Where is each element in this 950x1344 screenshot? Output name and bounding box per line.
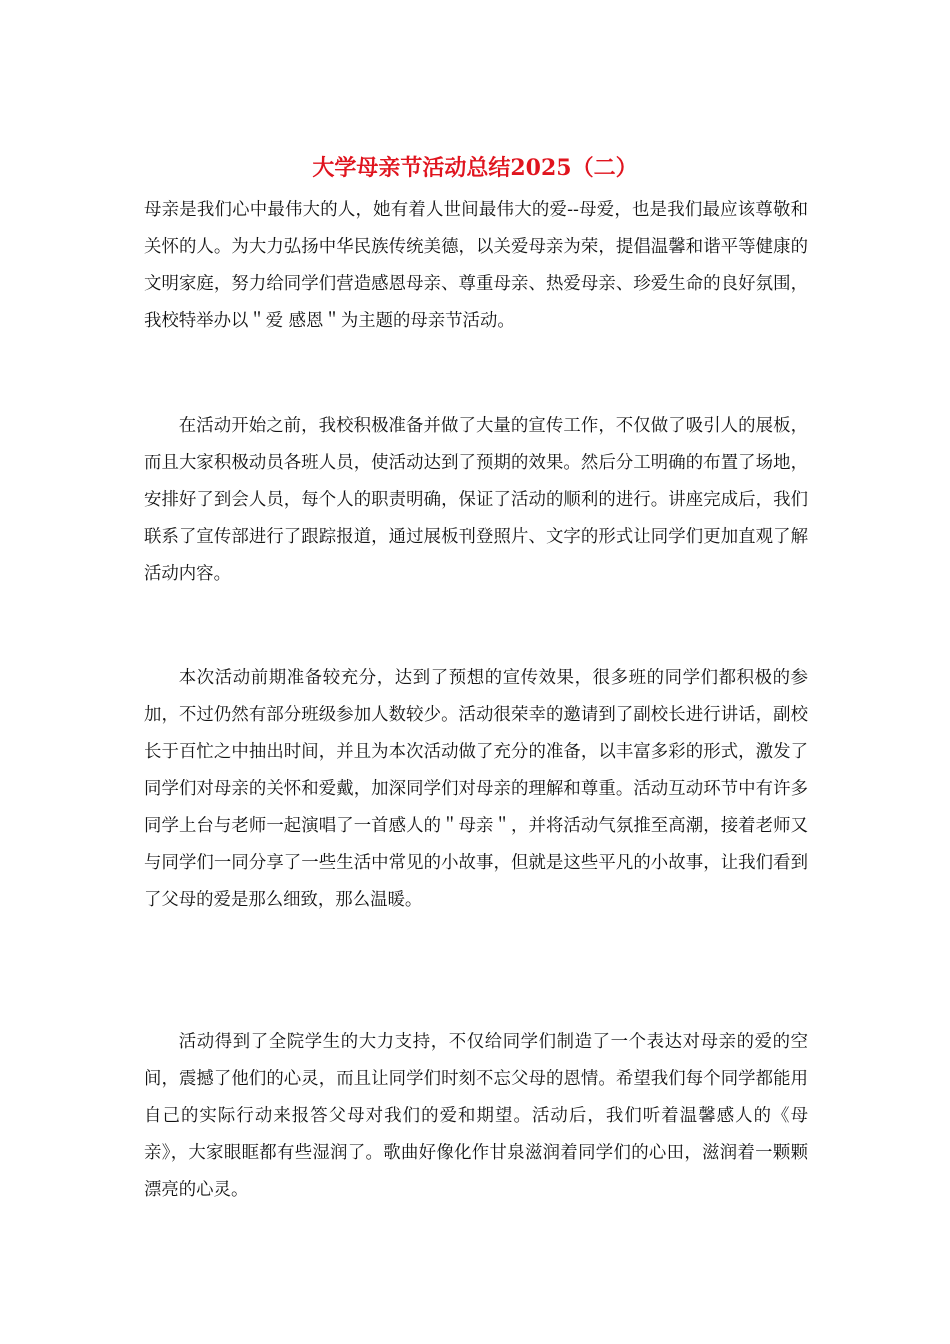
paragraph-preparation: 在活动开始之前，我校积极准备并做了大量的宣传工作，不仅做了吸引人的展板，而且大家积极动员各班人员，使活动达到了预期的效果。然后分工明确的布置了场地，安排好了到会人员，每个人的职责明确，保证了活动的顺利的进行。讲座完成后，我们联系了宣传部进行了跟踪报道，通过展板刊登照片、文字的形式让同学们更加直观了解活动内容。 <box>144 416 808 584</box>
paragraph-conclusion: 活动得到了全院学生的大力支持，不仅给同学们制造了一个表达对母亲的爱的空间，震撼了他们的心灵，而且让同学们时刻不忘父母的恩情。希望我们每个同学都能用自己的实际行动来报答父母对我们的爱和期望。活动后，我们听着温馨感人的《母亲》，大家眼眶都有些湿润了。歌曲好像化作甘泉滋润着同学们的心田，滋润着一颗颗漂亮的心灵。 <box>144 1032 808 1200</box>
document-title: 大学母亲节活动总结2025（二） <box>312 155 638 181</box>
paragraph-activity: 本次活动前期准备较充分，达到了预想的宣传效果，很多班的同学们都积极的参加，不过仍然有部分班级参加人数较少。活动很荣幸的邀请到了副校长进行讲话，副校长于百忙之中抽出时间，并且为本次活动做了充分的准备，以丰富多彩的形式，激发了同学们对母亲的关怀和爱戴，加深同学们对母亲的理解和尊重。活动互动环节中有许多同学上台与老师一起演唱了一首感人的＂母亲＂，并将活动气氛推至高潮，接着老师又与同学们一同分享了一些生活中常见的小故事，但就是这些平凡的小故事，让我们看到了父母的爱是那么细致，那么温暖。 <box>144 668 808 910</box>
paragraph-intro: 母亲是我们心中最伟大的人，她有着人世间最伟大的爱--母爱，也是我们最应该尊敬和关怀的人。为大力弘扬中华民族传统美德，以关爱母亲为荣，提倡温馨和谐平等健康的文明家庭，努力给同学们营造感恩母亲、尊重母亲、热爱母亲、珍爱生命的良好氛围，我校特举办以＂爱 感恩＂为主题的母亲节活动。 <box>144 200 808 331</box>
